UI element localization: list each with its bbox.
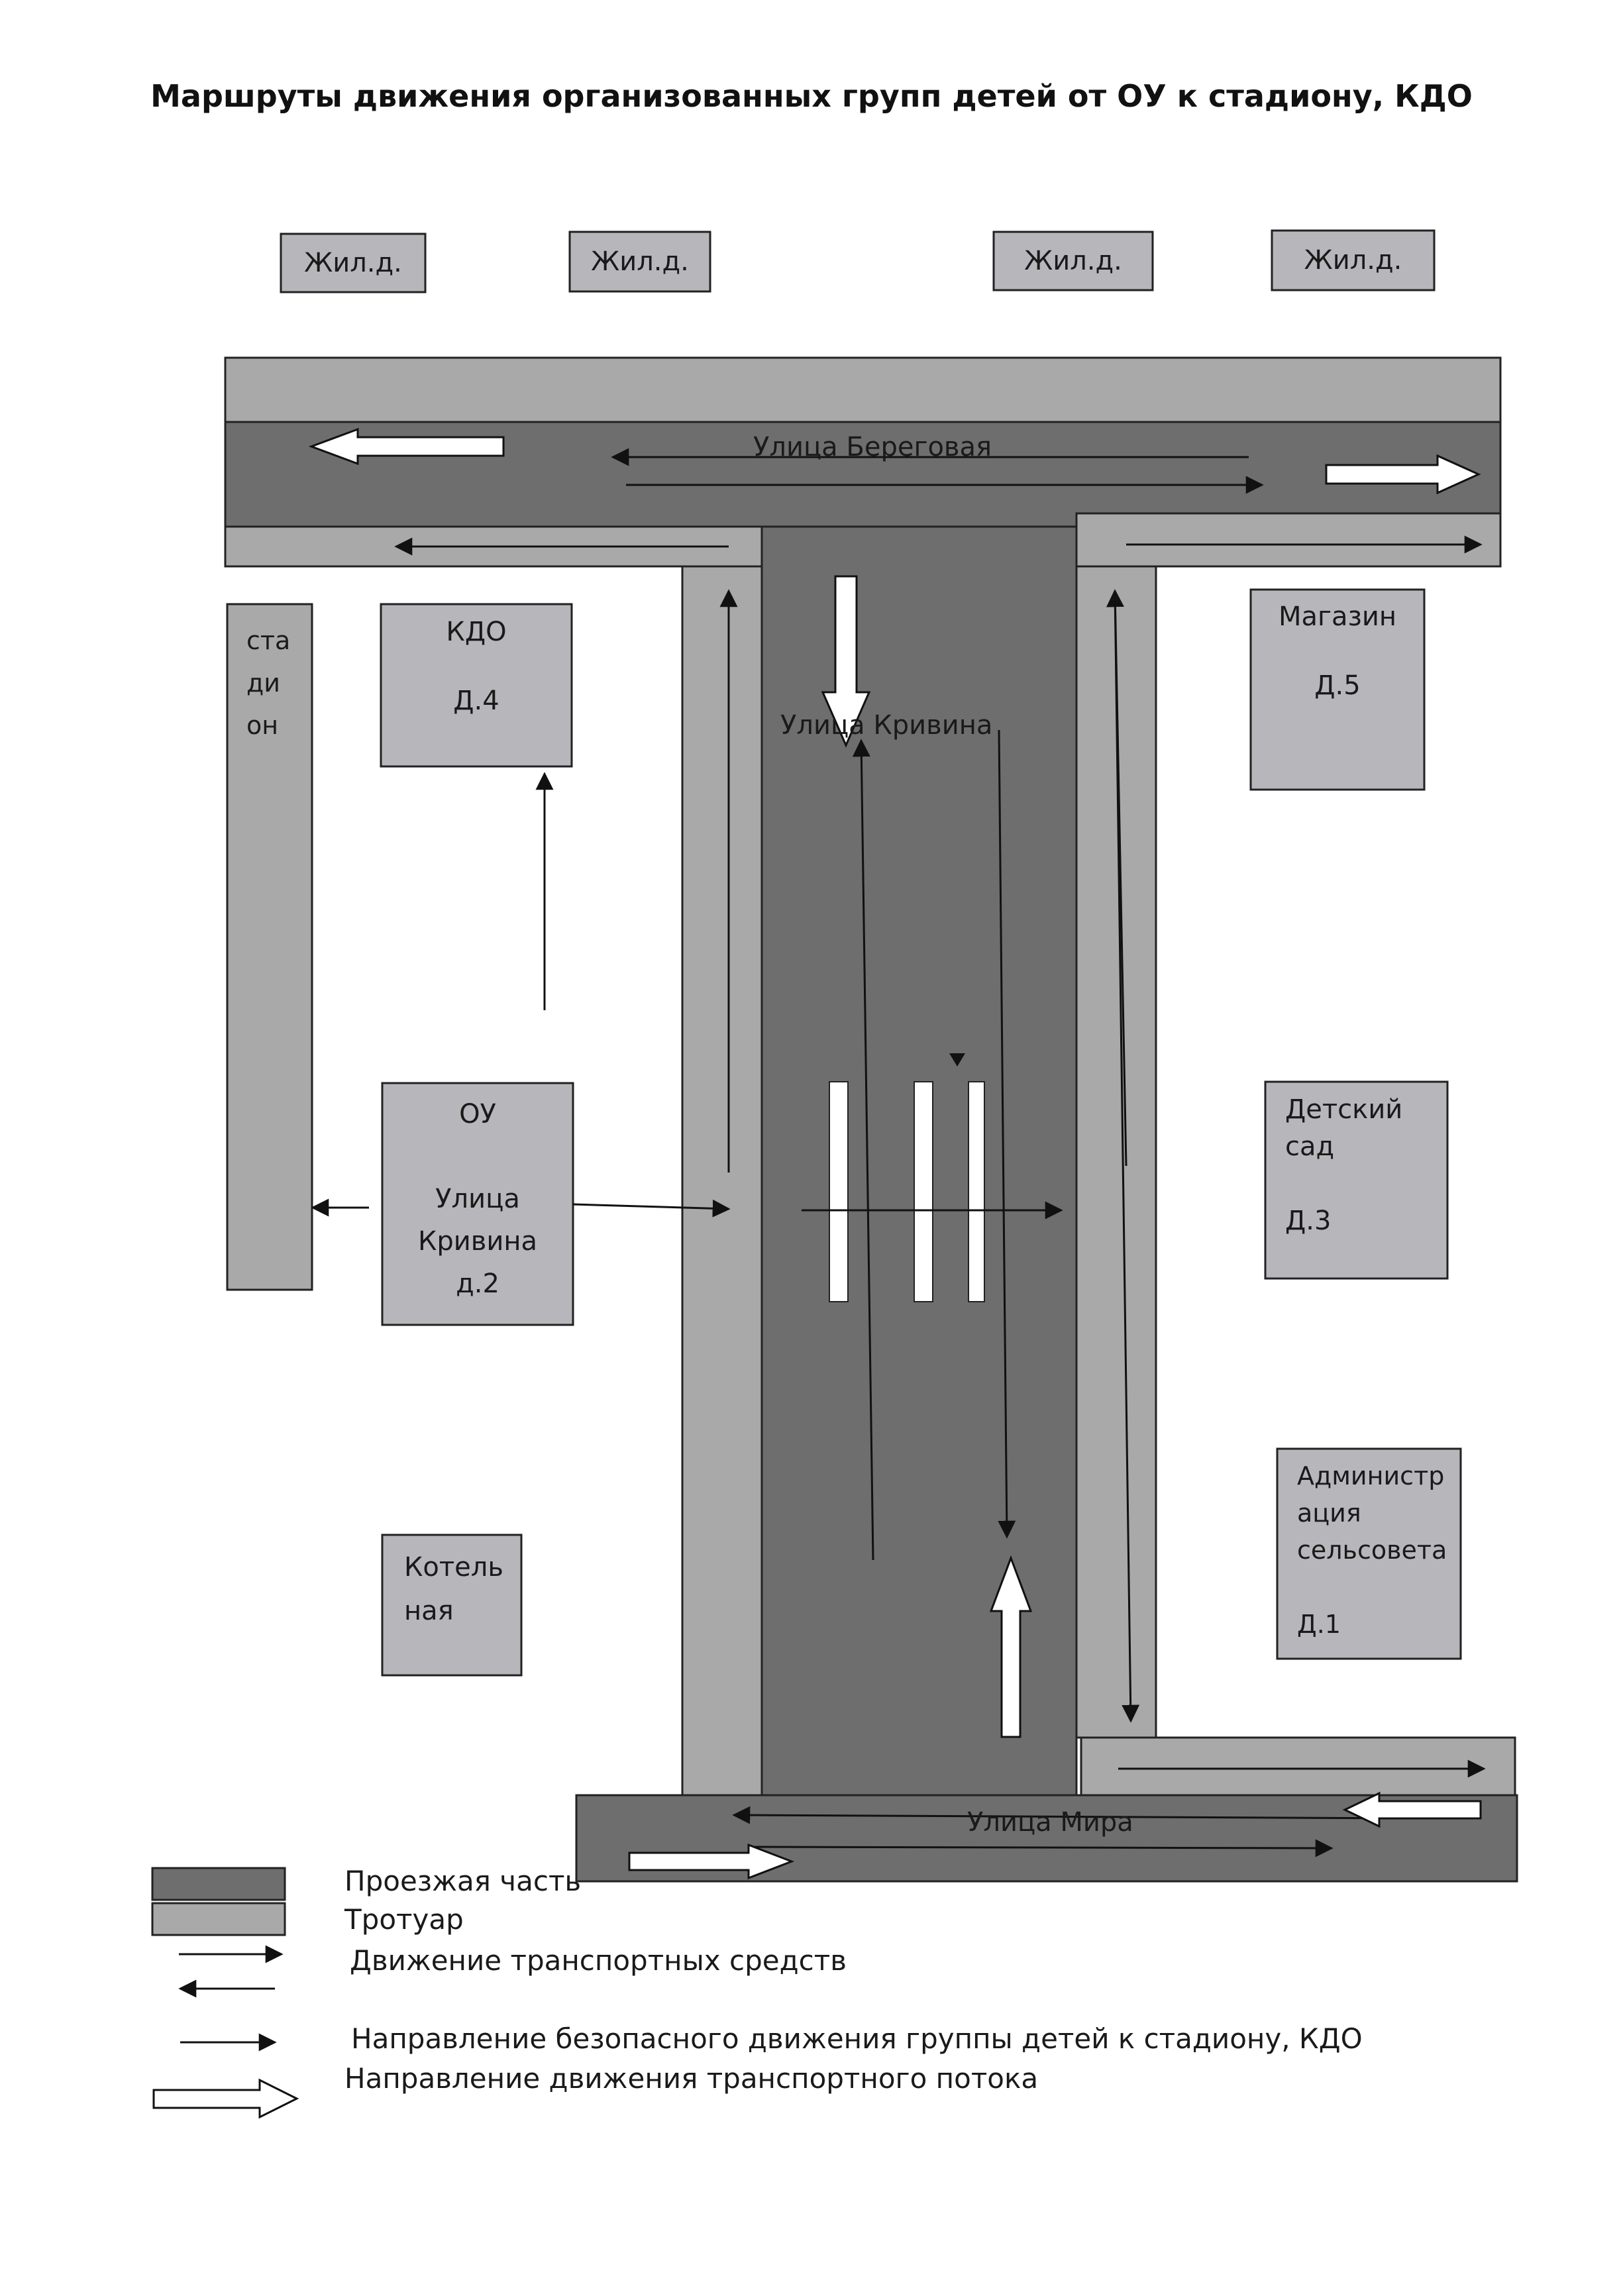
building-label-stadium: ста ди он [246,626,291,740]
legend-sidewalk-swatch [152,1903,285,1935]
page-title: Маршруты движения организованных групп детей от ОУ к стадиону, КДО [150,78,1473,114]
beregovaya-north-sidewalk [225,358,1500,422]
crosswalk-stripe [914,1082,933,1302]
crosswalk-stripe [969,1082,984,1302]
legend-graphics [152,1868,297,2117]
street-label-mira: Улица Мира [967,1807,1133,1838]
legend-label-children-route: Направление безопасного движения группы детей к стадиону, КДО [351,2022,1363,2055]
building-label-kotelnaya: Котель ная [404,1552,503,1626]
building-label-ou: ОУ Улица Кривина д.2 [417,1099,538,1299]
building-label-zhil-4: Жил.д. [1304,245,1402,276]
legend-label-sidewalk: Тротуар [344,1903,464,1936]
street-label-krivina: Улица Кривина [780,710,993,741]
vehicle-arrow-mira-east [749,1847,1332,1848]
building-label-kdo: КДО Д.4 [446,617,507,716]
building-label-admin: Администр ация сельсовета Д.1 [1297,1461,1447,1639]
building-label-detsad: Детский сад Д.3 [1285,1094,1403,1236]
building-label-magazin: Магазин Д.5 [1279,601,1396,701]
street-label-beregovaya: Улица Береговая [753,432,992,462]
beregovaya-south-sidewalk-east [1076,513,1500,566]
building-label-zhil-1: Жил.д. [304,248,402,278]
building-label-zhil-3: Жил.д. [1024,246,1122,276]
legend-label-vehicles: Движение транспортных средств [350,1944,847,1977]
building-label-zhil-2: Жил.д. [591,246,689,277]
crosswalk-stripe [829,1082,848,1302]
krivina-west-sidewalk [682,566,762,1799]
legend-label-roadway: Проезжая часть [344,1865,582,1897]
legend-roadway-swatch [152,1868,285,1900]
legend-traffic-flow-arrow [154,2080,297,2117]
legend-label-traffic-flow: Направление движения транспортного потока [344,2062,1039,2095]
